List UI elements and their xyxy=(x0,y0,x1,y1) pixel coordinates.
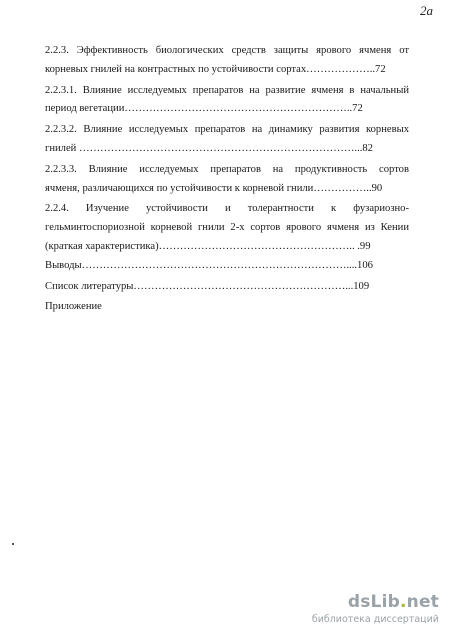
toc-line: корневых гнилей на контрастных по устойчивости сортах………………..72 xyxy=(45,63,386,75)
watermark-logo-main: dsLib xyxy=(347,592,400,612)
toc-line: Выводы…………………………………………………………………....106 xyxy=(45,259,373,271)
watermark-logo xyxy=(348,592,439,612)
toc-line: 2.2.4. Изучение устойчивости и толерантности к фузариозно- xyxy=(45,203,409,215)
table-of-contents xyxy=(45,42,409,317)
toc-line: Приложение xyxy=(45,301,102,313)
toc-line: 2.2.3.1. Влияние исследуемых препаратов на развитие ячменя в начальный xyxy=(45,84,409,96)
toc-line: 2.2.3. Эффективность биологических средств защиты ярового ячменя от xyxy=(45,45,409,56)
page-number: 2a xyxy=(420,3,433,18)
toc-entry-2-2-3-1 xyxy=(45,82,409,120)
toc-line: ячменя, различающихся по устойчивости к корневой гнили……………..90 xyxy=(45,182,383,194)
toc-line: гнилей ……………………………………………………………………...82 xyxy=(45,142,373,154)
toc-line: гельминтоспориозной корневой гнили 2-х сортов ярового ячменя из Кении xyxy=(45,222,409,234)
toc-line: Список литературы……………………………………………………...109 xyxy=(45,280,370,292)
toc-line: 2.2.3.3. Влияние исследуемых препаратов на продуктивность сортов xyxy=(45,163,409,175)
watermark-logo-tld: net xyxy=(406,592,439,612)
toc-line: период вегетации………………………………………………………..72 xyxy=(45,103,363,115)
watermark xyxy=(311,592,443,632)
toc-line: 2.2.3.2. Влияние исследуемых препаратов на динамику развития корневых xyxy=(45,124,409,136)
toc-entry-2-2-3 xyxy=(45,42,409,80)
watermark-subtitle: библиотека диссертаций xyxy=(311,614,439,625)
toc-entry-conclusions xyxy=(45,257,409,276)
toc-entry-2-2-3-2 xyxy=(45,121,409,159)
toc-entry-references xyxy=(45,278,409,297)
watermark-logo-dot: . xyxy=(399,592,407,612)
scan-speck xyxy=(12,543,14,545)
toc-entry-appendix xyxy=(45,298,409,317)
toc-entry-2-2-3-3 xyxy=(45,161,409,199)
toc-entry-2-2-4 xyxy=(45,200,409,256)
toc-line: (краткая характеристика)……………………………………………….. .99 xyxy=(45,240,371,252)
